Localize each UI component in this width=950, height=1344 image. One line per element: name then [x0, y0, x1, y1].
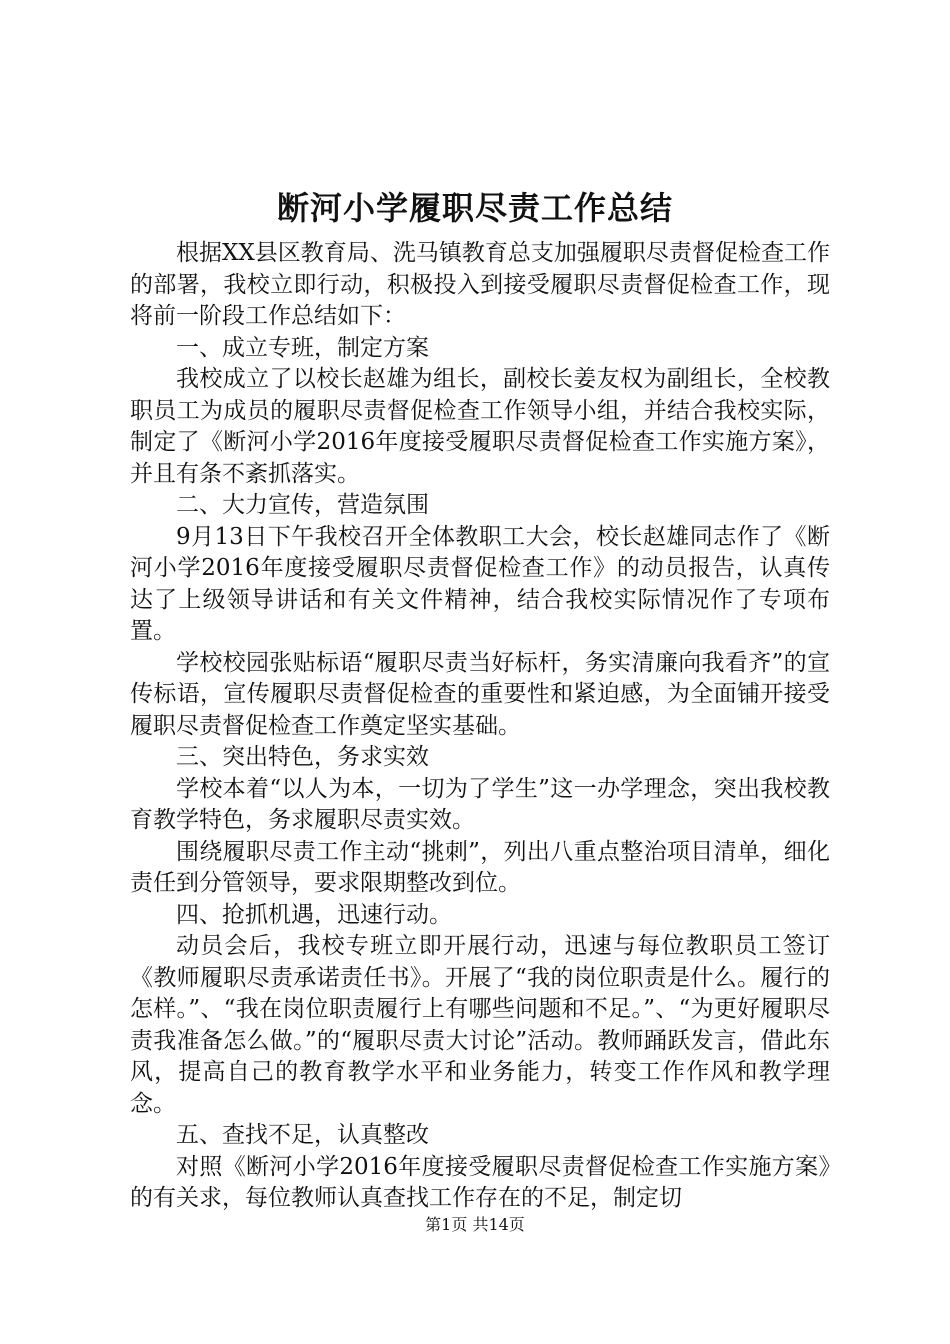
paragraph: 学校本着“以人为本，一切为了学生”这一办学理念，突出我校教育教学特色，务求履职尽责实效。 — [130, 775, 830, 833]
paragraph: 我校成立了以校长赵雄为组长，副校长姜友权为副组长，全校教职员工为成员的履职尽责督促检查工作领导小组，并结合我校实际，制定了《断河小学2016年度接受履职尽责督促检查工作实施方案》，并且有条不紊抓落实。 — [130, 366, 830, 487]
section-heading-3: 三、突出特色，务求实效 — [176, 744, 429, 770]
document-title: 断河小学履职尽责工作总结 — [276, 189, 673, 227]
paragraph: 9月13日下午我校召开全体教职工大会，校长赵雄同志作了《断河小学2016年度接受履职尽责督促检查工作》的动员报告，认真传达了上级领导讲话和有关文件精神，结合我校实际情况作了专项布置。 — [130, 523, 830, 644]
paragraph-intro: 根据XX县区教育局、洗马镇教育总支加强履职尽责督促检查工作的部署，我校立即行动，积极投入到接受履职尽责督促检查工作，现将前一阶段工作总结如下： — [130, 240, 830, 329]
section-heading-1: 一、成立专班，制定方案 — [176, 334, 429, 361]
paragraph: 动员会后，我校专班立即开展行动，迅速与每位教职员工签订《教师履职尽责承诺责任书》。开展了“我的岗位职责是什么。履行的怎样。”、“我在岗位职责履行上有哪些问题和不足。”、“为更好履职尽责我准备怎么做。”的“履职尽责大讨论”活动。教师踊跃发言，借此东风，提高自己的教育教学水平和业务能力，转变工作作风和教学理念。 — [130, 933, 830, 1117]
document-body — [130, 238, 830, 1215]
paragraph: 对照《断河小学2016年度接受履职尽责督促检查工作实施方案》的有关求，每位教师认真查找工作存在的不足，制定切 — [130, 1153, 830, 1211]
page-number: 第1页 共14页 — [425, 1215, 525, 1234]
section-heading-5: 五、查找不足，认真整改 — [176, 1122, 429, 1148]
section-heading-4: 四、抢抓机遇，迅速行动。 — [176, 901, 452, 928]
paragraph: 学校校园张贴标语“履职尽责当好标杆，务实清廉向我看齐”的宣传标语，宣传履职尽责督促检查的重要性和紧迫感，为全面铺开接受履职尽责督促检查工作奠定坚实基础。 — [130, 649, 830, 739]
paragraph: 围绕履职尽责工作主动“挑刺”，列出八重点整治项目清单，细化责任到分管领导，要求限期整改到位。 — [130, 838, 830, 896]
section-heading-2: 二、大力宣传，营造氛围 — [176, 492, 429, 518]
